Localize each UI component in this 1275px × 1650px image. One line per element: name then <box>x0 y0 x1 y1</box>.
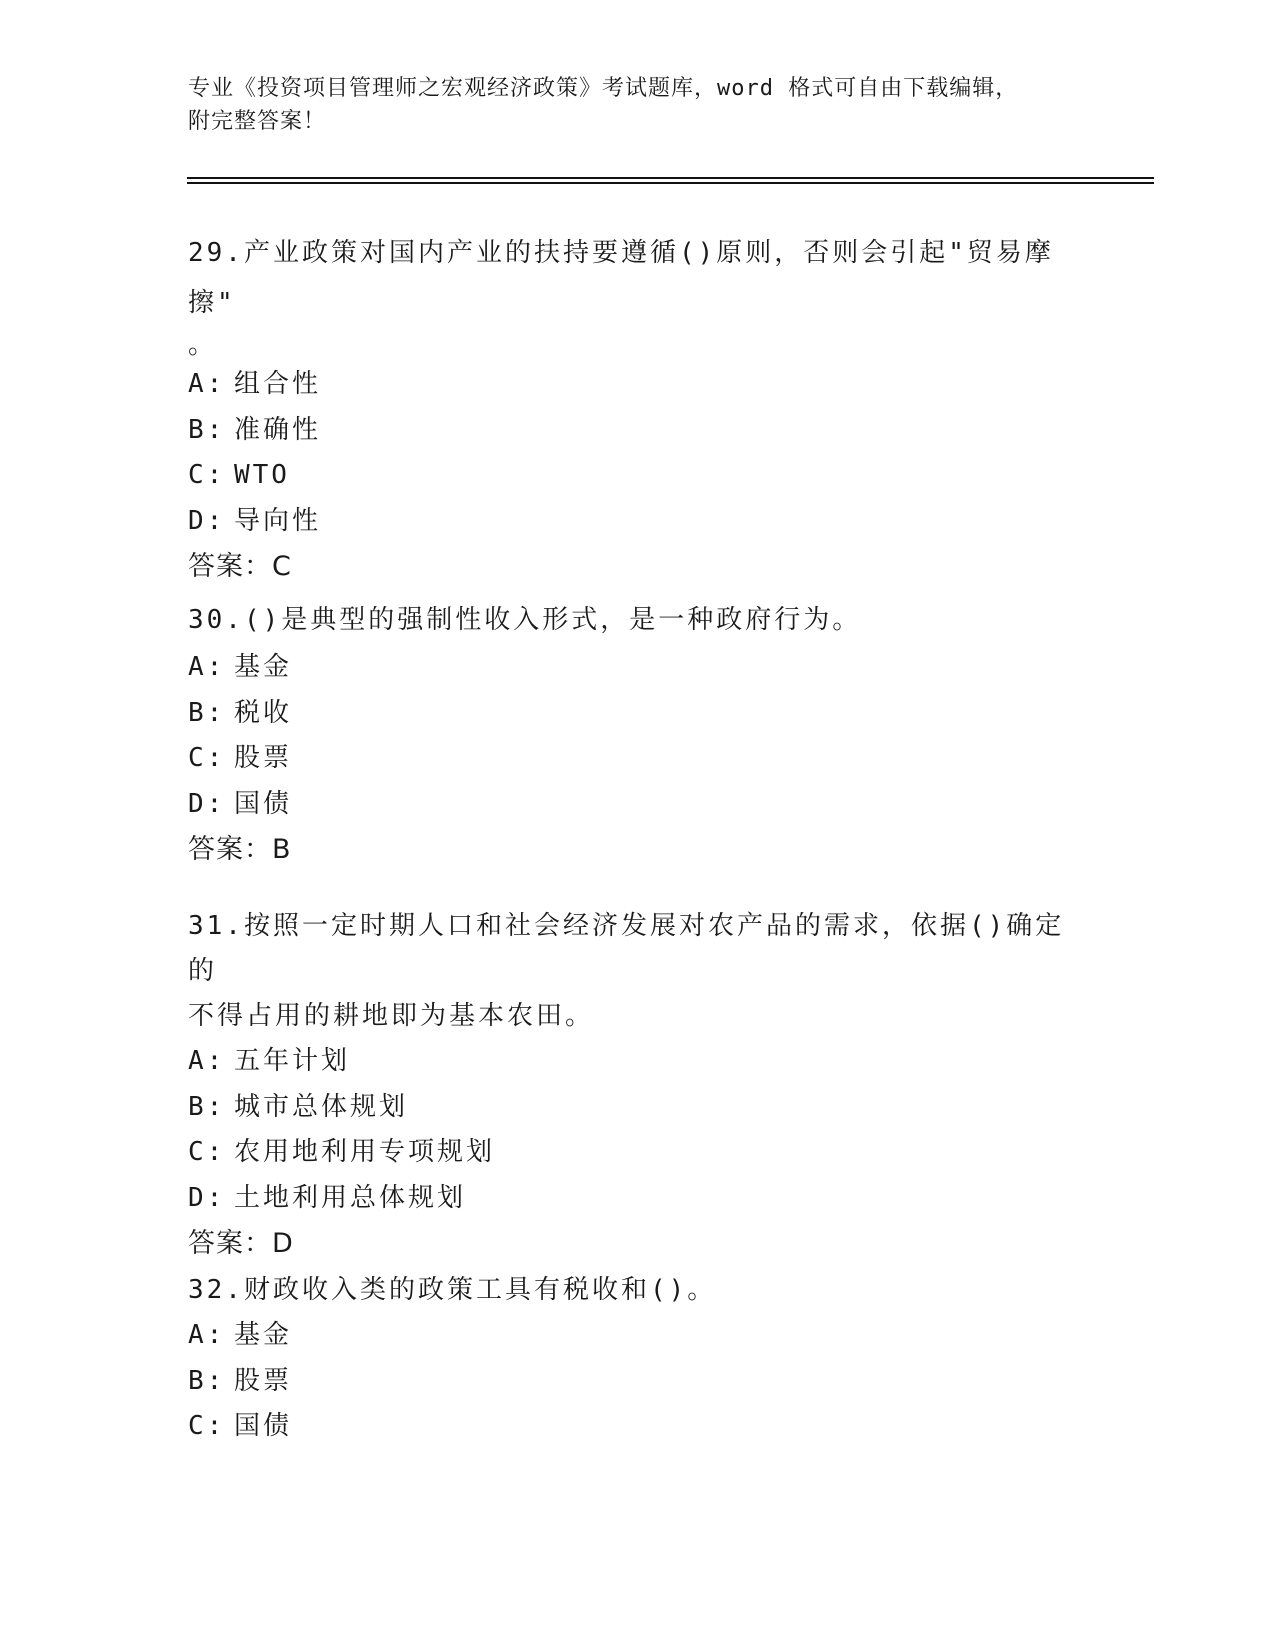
header-divider-bottom <box>187 182 1154 184</box>
option-text: 国债 <box>234 1411 293 1441</box>
option-letter: B: <box>188 697 226 728</box>
option-letter: C: <box>188 743 226 773</box>
option-b <box>188 1085 1068 1131</box>
option-letter: A: <box>188 1046 226 1076</box>
question-stem-line-2: 。 <box>188 330 218 360</box>
option-d <box>188 499 1068 545</box>
answer-label: 答案： <box>188 1228 272 1259</box>
option-letter: D: <box>188 505 226 536</box>
option-text: 导向性 <box>234 505 322 536</box>
option-d <box>188 1176 1068 1222</box>
question-stem-line-1: 31.按照一定时期人口和社会经济发展对农产品的需求，依据()确定的 <box>188 911 1065 986</box>
document-header <box>188 72 1088 138</box>
header-divider-top <box>187 177 1154 179</box>
option-text: 税收 <box>234 697 293 728</box>
question-stem <box>188 595 1068 645</box>
option-text: 准确性 <box>234 414 322 445</box>
option-letter: B: <box>188 1365 226 1396</box>
question-30 <box>188 595 1068 873</box>
answer-line <box>188 1221 1068 1267</box>
option-letter: D: <box>188 788 226 819</box>
option-text: 基金 <box>234 652 293 682</box>
option-letter: D: <box>188 1182 226 1213</box>
option-letter: C: <box>188 1411 226 1441</box>
option-b <box>188 408 1068 454</box>
option-c <box>188 736 1068 782</box>
option-letter: C: <box>188 460 226 490</box>
option-c <box>188 453 1068 499</box>
option-text: 组合性 <box>234 369 322 399</box>
question-stem <box>188 1268 1068 1313</box>
answer-value: C <box>272 551 292 582</box>
option-b <box>188 691 1068 737</box>
question-stem-line-1: 30.()是典型的强制性收入形式，是一种政府行为。 <box>188 605 862 635</box>
option-text: WTO <box>234 460 290 490</box>
option-letter: A: <box>188 1320 226 1350</box>
option-text: 土地利用总体规划 <box>234 1182 467 1213</box>
question-31 <box>188 904 1068 1267</box>
question-stem <box>188 904 1068 1039</box>
option-text: 农用地利用专项规划 <box>234 1137 496 1167</box>
option-a <box>188 362 1068 408</box>
header-line-1: 专业《投资项目管理师之宏观经济政策》考试题库，word 格式可自由下载编辑， <box>188 76 1019 101</box>
option-letter: A: <box>188 652 226 682</box>
question-29 <box>188 228 1068 590</box>
option-letter: B: <box>188 414 226 445</box>
option-text: 基金 <box>234 1320 293 1350</box>
answer-label: 答案： <box>188 551 272 582</box>
option-letter: A: <box>188 369 226 399</box>
question-32 <box>188 1268 1068 1450</box>
option-text: 五年计划 <box>234 1046 351 1076</box>
option-text: 城市总体规划 <box>234 1091 409 1122</box>
answer-value: B <box>272 834 292 865</box>
option-letter: C: <box>188 1137 226 1167</box>
answer-line <box>188 827 1068 873</box>
answer-label: 答案： <box>188 834 272 865</box>
option-text: 股票 <box>234 743 293 773</box>
answer-value: D <box>272 1228 294 1259</box>
question-stem-line-2: 不得占用的耕地即为基本农田。 <box>188 1001 595 1031</box>
option-a <box>188 645 1068 691</box>
header-line-2: 附完整答案！ <box>188 109 327 134</box>
question-stem-line-1: 29.产业政策对国内产业的扶持要遵循()原则，否则会引起"贸易摩擦" <box>188 238 1054 318</box>
question-stem <box>188 228 1068 362</box>
option-c <box>188 1130 1068 1176</box>
option-a <box>188 1313 1068 1359</box>
option-a <box>188 1039 1068 1085</box>
answer-line <box>188 544 1068 590</box>
option-c <box>188 1404 1068 1450</box>
option-d <box>188 782 1068 828</box>
option-b <box>188 1359 1068 1405</box>
option-letter: B: <box>188 1091 226 1122</box>
option-text: 国债 <box>234 788 293 819</box>
question-stem-line-1: 32.财政收入类的政策工具有税收和()。 <box>188 1275 717 1305</box>
option-text: 股票 <box>234 1365 293 1396</box>
